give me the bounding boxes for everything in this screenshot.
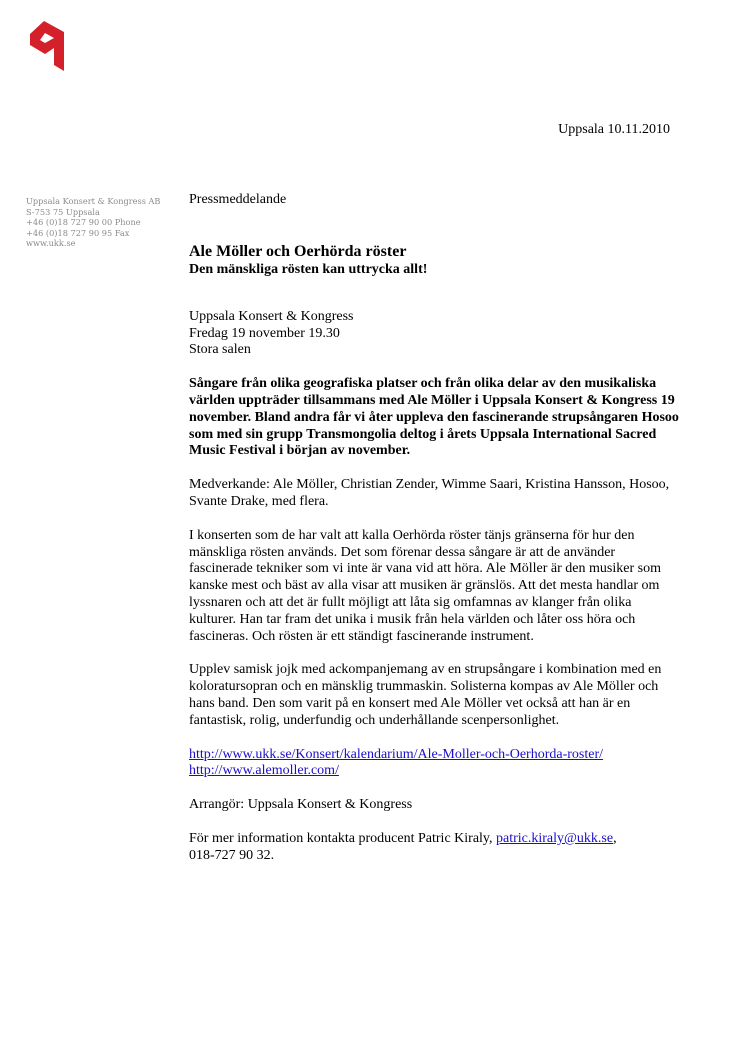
alemoller-link[interactable]: http://www.alemoller.com/ (189, 763, 339, 779)
date-line: Uppsala 10.11.2010 (558, 122, 670, 137)
event-datetime: Fredag 19 november 19.30 (189, 325, 340, 341)
contact-email-link[interactable]: patric.kiraly@ukk.se (496, 830, 614, 846)
event-organizer: Uppsala Konsert & Kongress (189, 308, 354, 324)
sender-company: Uppsala Konsert & Kongress AB (26, 196, 161, 206)
lead-paragraph: Sångare från olika geografiska platser och från olika delar av den musikaliska världen uppträder tillsammans med Ale Möller i Uppsala Konsert & Kongress 19 november. Bland andra får vi åter uppleva den fascinerande strupsångaren Hosoo som med sin grupp Transmongolia deltog i årets Uppsala International Sacred Music Festival i början av november. (189, 376, 679, 459)
event-details (189, 309, 679, 359)
link-list (189, 747, 679, 781)
body-paragraph-1: I konserten som de har valt att kalla Oerhörda röster tänjs gränserna för hur den mänskliga rösten används. Det som förenar dessa sångare är att de använder fascinerade tekniker som vi inte är vana vid att höra. Ale Möller är den musiker som kanske mest och bäst av alla visar att musiken är gränslös. Att det mesta handlar om lyssnaren och att det är fullt möjligt att låta sig omfamnas av klanger från olika kulturer. Han tar fram det unika i musik från hela världen och låter oss höra och fascineras. Och rösten är ett ständigt fascinerande instrument. (189, 527, 661, 644)
performers-paragraph: Medverkande: Ale Möller, Christian Zender, Wimme Saari, Kristina Hansson, Hosoo, Svante Drake, med flera. (189, 477, 670, 509)
contact-suffix: , (613, 830, 617, 846)
sender-website: www.ukk.se (26, 238, 76, 249)
contact-phone: 018-727 90 32. (189, 847, 275, 863)
contact-paragraph (189, 831, 679, 865)
ukk-logo-icon (26, 21, 64, 71)
press-release-body (189, 192, 679, 865)
event-hall: Stora salen (189, 342, 251, 358)
organizer-line: Arrangör: Uppsala Konsert & Kongress (189, 797, 413, 813)
sender-postal: S-753 75 Uppsala (26, 206, 100, 217)
contact-prefix: För mer information kontakta producent Patric Kiraly, (189, 830, 497, 846)
headline: Ale Möller och Oerhörda röster (189, 242, 407, 260)
sender-address (26, 196, 176, 249)
doc-label: Pressmeddelande (189, 192, 287, 207)
ukk-event-link[interactable]: http://www.ukk.se/Konsert/kalendarium/Ale-Moller-och-Oerhorda-roster/ (189, 746, 604, 762)
body-paragraph-2: Upplev samisk jojk med ackompanjemang av en strupsångare i kombination med en koloratursopran och en mänsklig trummaskin. Solisterna kompas av Ale Möller och hans band. Den som varit på en konsert med Ale Möller vet också att han är en fantastisk, rolig, underfundig och underhållande scenpersonlighet. (189, 662, 662, 728)
subheadline: Den mänskliga rösten kan uttrycka allt! (189, 261, 428, 277)
sender-phone: +46 (0)18 727 90 00 Phone (26, 217, 141, 228)
sender-fax: +46 (0)18 727 90 95 Fax (26, 227, 130, 238)
